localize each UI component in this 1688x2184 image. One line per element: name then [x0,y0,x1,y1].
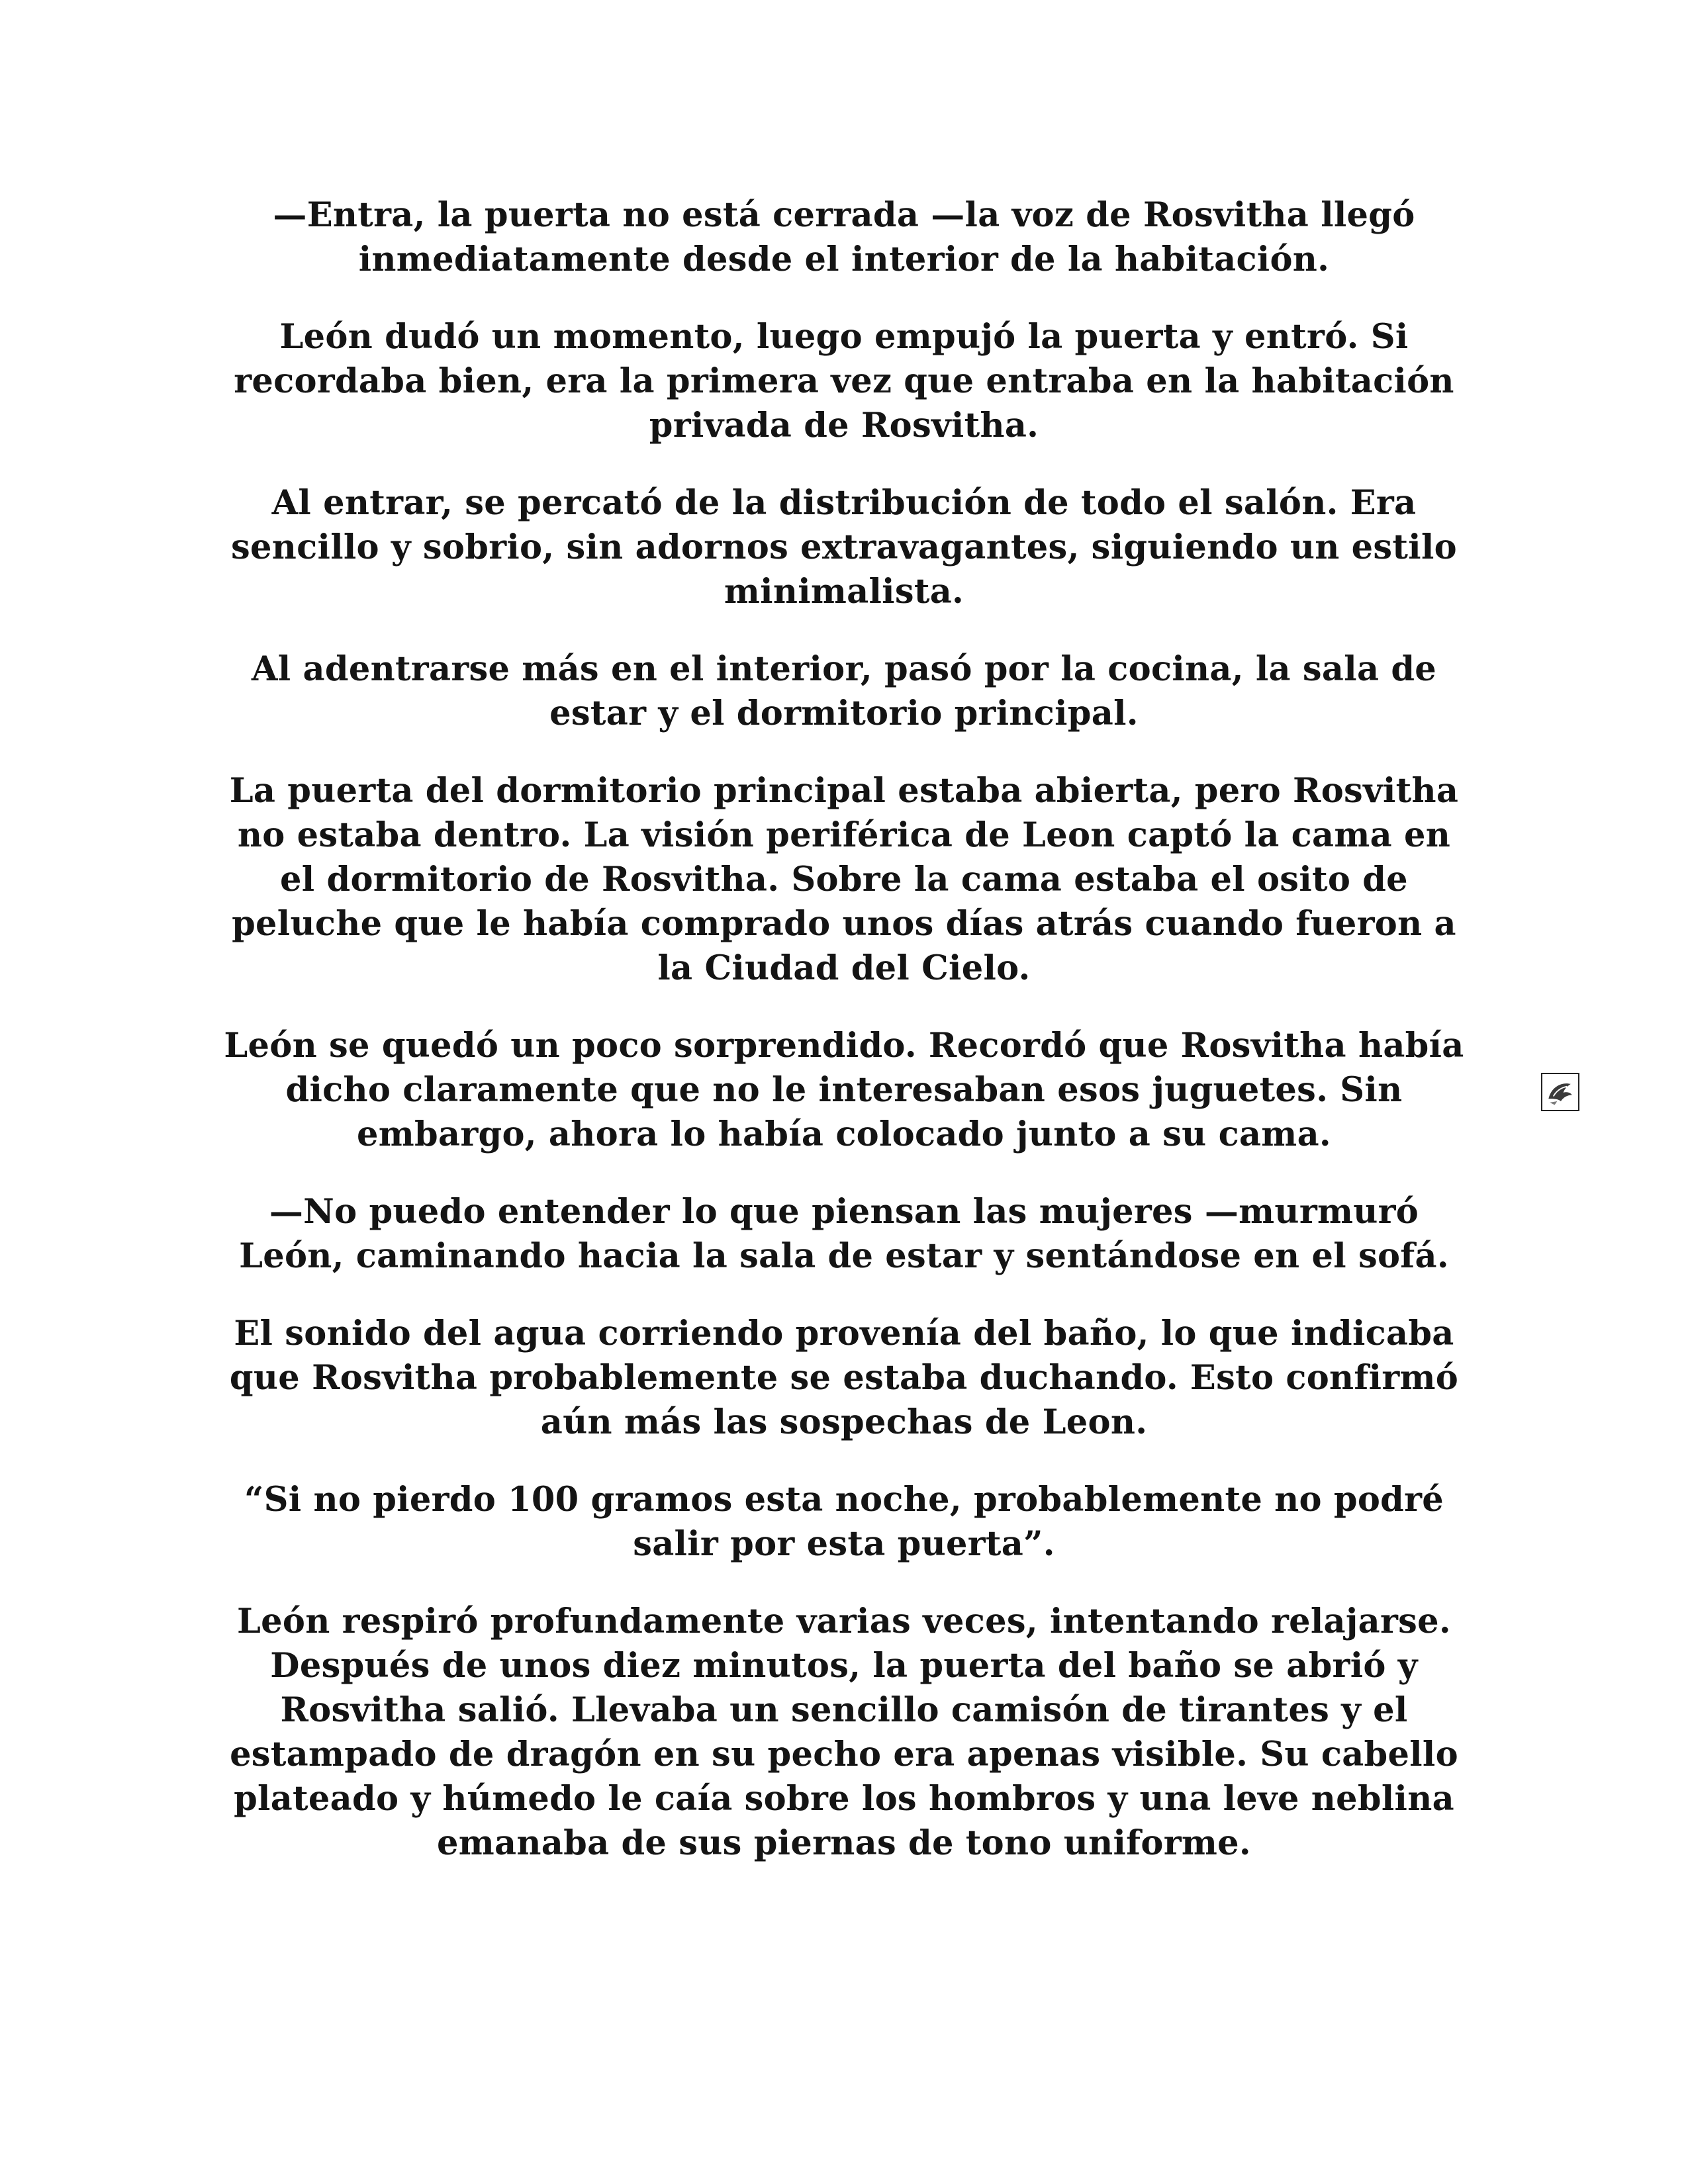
paragraph-5: La puerta del dormitorio principal estaba abierta, pero Rosvitha no estaba dentro. La visión periférica de Leon captó la cama en el dormitorio de Rosvitha. Sobre la cama estaba el osito de peluche que le había comprado unos días atrás cuando fueron a la Ciudad del Cielo. [229,771,1459,988]
paragraph-9: “Si no pierdo 100 gramos esta noche, probablemente no podré salir por esta puerta”. [244,1480,1444,1564]
paragraph-2: León dudó un momento, luego empujó la puerta y entró. Si recordaba bien, era la primera vez que entraba en la habitación privada de Rosvitha. [234,317,1454,445]
body-text [218,193,1470,1899]
dragon-logo-icon [1541,1073,1579,1111]
paragraph-10: León respiró profundamente varias veces, intentando relajarse. Después de unos diez minutos, la puerta del baño se abrió y Rosvitha salió. Llevaba un sencillo camisón de tirantes y el estampado de dragón en su pecho era apenas visible. Su cabello plateado y húmedo le caía sobre los hombros y una leve neblina emanaba de sus piernas de tono uniforme. [230,1602,1458,1863]
paragraph-7: —No puedo entender lo que piensan las mujeres —murmuró León, caminando hacia la sala de estar y sentándose en el sofá. [239,1192,1449,1276]
paragraph-4: Al adentrarse más en el interior, pasó por la cocina, la sala de estar y el dormitorio principal. [251,649,1437,733]
paragraph-3: Al entrar, se percató de la distribución de todo el salón. Era sencillo y sobrio, sin adornos extravagantes, siguiendo un estilo minimalista. [231,483,1457,612]
paragraph-8: El sonido del agua corriendo provenía del baño, lo que indicaba que Rosvitha probablemente se estaba duchando. Esto confirmó aún más las sospechas de Leon. [229,1314,1459,1442]
paragraph-1: —Entra, la puerta no está cerrada —la voz de Rosvitha llegó inmediatamente desde el interior de la habitación. [273,195,1415,279]
paragraph-6: León se quedó un poco sorprendido. Recordó que Rosvitha había dicho claramente que no le interesaban esos juguetes. Sin embargo, ahora lo había colocado junto a su cama. [224,1026,1464,1154]
